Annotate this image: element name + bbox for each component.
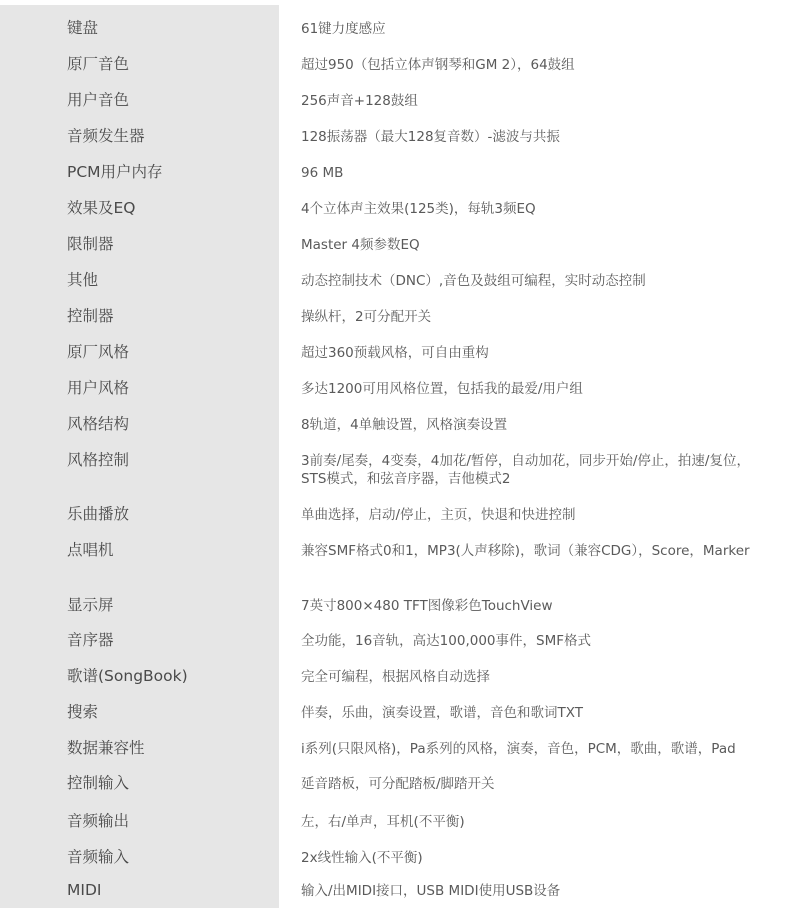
spec-label: 用户风格 — [67, 379, 130, 397]
spec-value: 4个立体声主效果(125类)，每轨3频EQ — [301, 201, 536, 217]
spec-value: 完全可编程，根据风格自动选择 — [301, 669, 490, 685]
spec-value: 单曲选择，启动/停止，主页，快退和快进控制 — [301, 507, 576, 523]
spec-value: 动态控制技术（DNC）,音色及鼓组可编程，实时动态控制 — [301, 273, 646, 289]
spec-label: 音频发生器 — [67, 127, 145, 145]
spec-value: 2x线性输入(不平衡) — [301, 850, 423, 866]
spec-value: 128振荡器（最大128复音数）-滤波与共振 — [301, 129, 560, 145]
spec-label: 音频输入 — [67, 848, 130, 866]
spec-label: 搜索 — [67, 703, 99, 721]
spec-label: 乐曲播放 — [67, 505, 130, 523]
spec-value: 超过360预载风格，可自由重构 — [301, 345, 489, 361]
spec-label: PCM用户内存 — [67, 163, 163, 181]
spec-label: 风格控制 — [67, 451, 130, 469]
spec-value: Master 4频参数EQ — [301, 237, 420, 253]
spec-value: 伴奏，乐曲，演奏设置，歌谱，音色和歌词TXT — [301, 705, 584, 721]
spec-label: 显示屏 — [67, 596, 114, 614]
spec-label: 风格结构 — [67, 415, 130, 433]
spec-value: 多达1200可用风格位置，包括我的最爱/用户组 — [301, 381, 583, 397]
spec-label: 音频输出 — [67, 812, 130, 830]
spec-label: 原厂音色 — [67, 55, 130, 73]
spec-label: MIDI — [67, 881, 102, 899]
spec-label: 限制器 — [67, 235, 114, 253]
spec-label: 音序器 — [67, 631, 114, 649]
spec-value: 超过950（包括立体声钢琴和GM 2），64鼓组 — [301, 57, 575, 73]
spec-label: 歌谱(SongBook) — [67, 667, 188, 685]
spec-value: 256声音+128鼓组 — [301, 93, 418, 109]
spec-label: 键盘 — [67, 19, 99, 37]
spec-value: 操纵杆，2可分配开关 — [301, 309, 432, 325]
spec-label: 原厂风格 — [67, 343, 130, 361]
spec-label: 数据兼容性 — [67, 739, 145, 757]
spec-value: 8轨道，4单触设置，风格演奏设置 — [301, 417, 508, 433]
spec-label: 其他 — [67, 271, 99, 289]
spec-value: 输入/出MIDI接口，USB MIDI使用USB设备 — [301, 883, 561, 899]
spec-label: 效果及EQ — [67, 199, 136, 217]
spec-value: 全功能，16音轨，高达100,000事件，SMF格式 — [301, 633, 591, 649]
spec-value: 延音踏板，可分配踏板/脚踏开关 — [301, 776, 495, 792]
spec-value: 96 MB — [301, 165, 344, 181]
spec-label: 点唱机 — [67, 541, 114, 559]
spec-value: 3前奏/尾奏，4变奏，4加花/暂停，自动加花，同步开始/停止，拍速/复位，STS模式，和弦音序器，吉他模式2 — [301, 453, 750, 487]
spec-value: 61键力度感应 — [301, 21, 386, 37]
spec-value: 左，右/单声，耳机(不平衡) — [301, 814, 465, 830]
spec-value: 7英寸800×480 TFT图像彩色TouchView — [301, 598, 553, 614]
spec-label: 控制器 — [67, 307, 114, 325]
spec-value: 兼容SMF格式0和1，MP3(人声移除)，歌词（兼容CDG），Score，Marker — [301, 543, 750, 559]
spec-label: 用户音色 — [67, 91, 130, 109]
spec-value: i系列(只限风格)，Pa系列的风格，演奏，音色，PCM，歌曲，歌谱，Pad — [301, 741, 736, 757]
spec-label: 控制输入 — [67, 774, 130, 792]
